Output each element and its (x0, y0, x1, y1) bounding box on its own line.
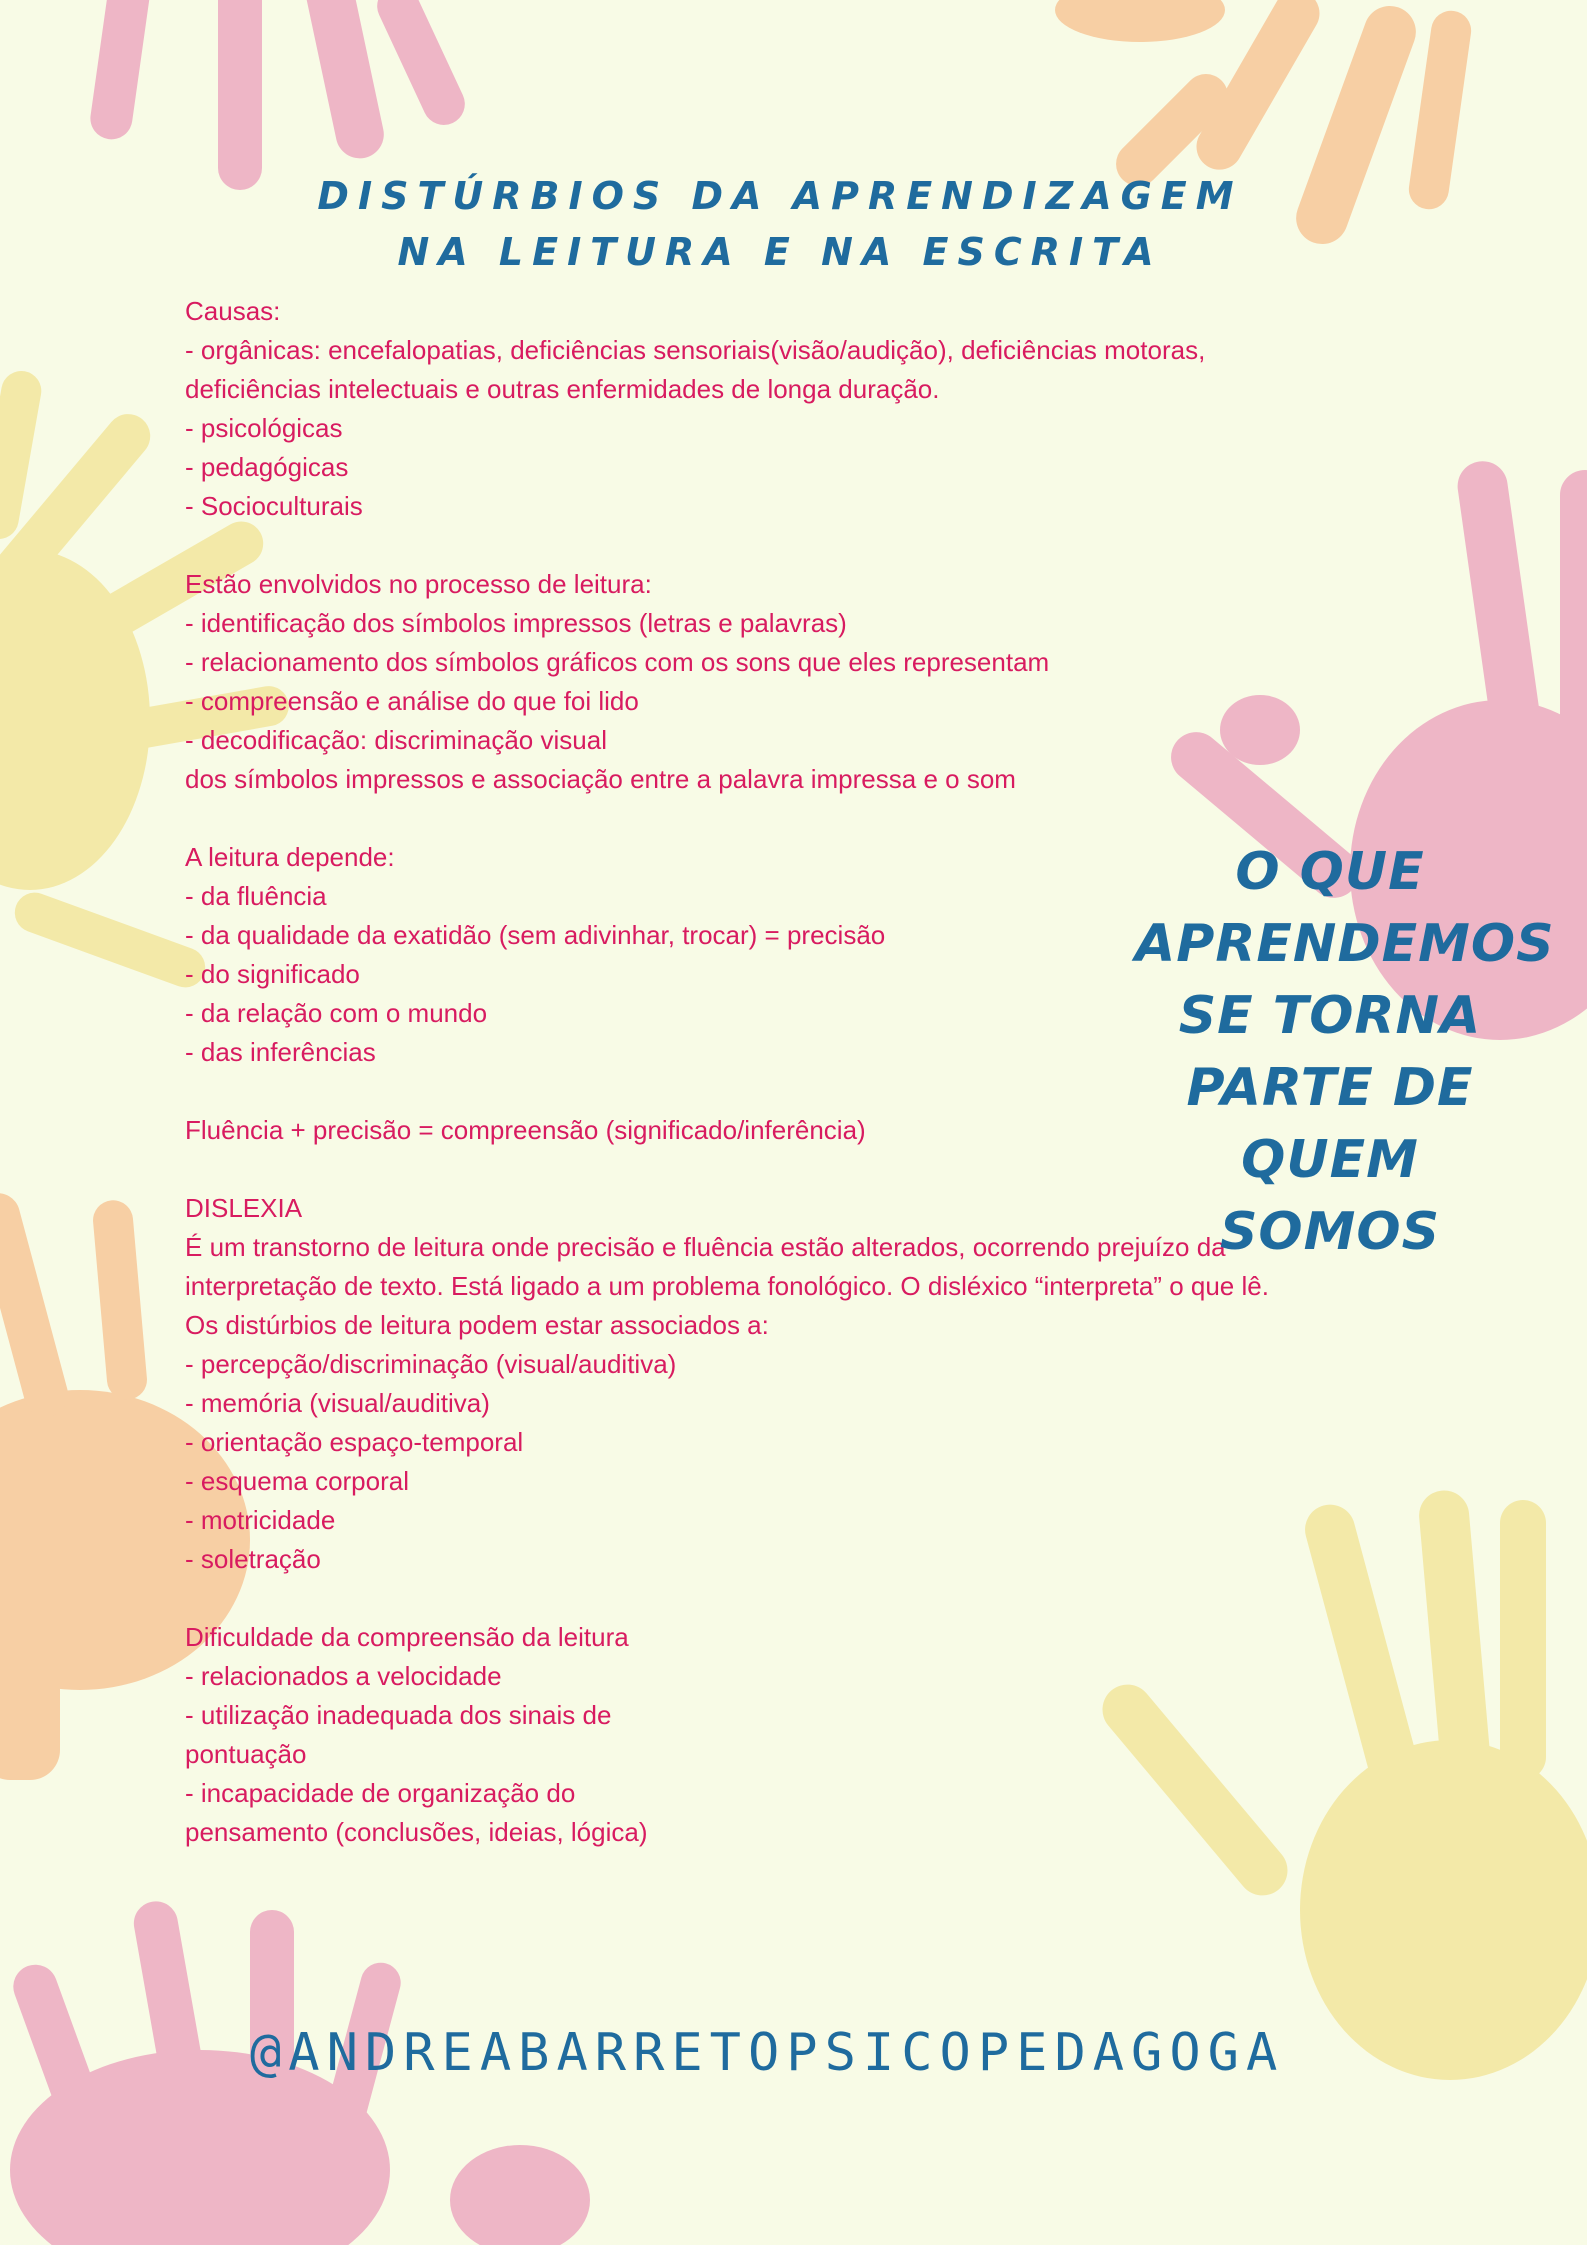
text-line: pontuação (185, 1739, 307, 1769)
quote-line: PARTE DE (1186, 1058, 1474, 1118)
text-line: - utilização inadequada dos sinais de (185, 1700, 612, 1730)
text-line: - identificação dos símbolos impressos (letras e palavras) (185, 608, 847, 638)
quote-line: O QUE (1235, 842, 1425, 902)
text-line: - relacionados a velocidade (185, 1661, 502, 1691)
text-line: - da relação com o mundo (185, 998, 488, 1028)
title-line-2: NA LEITURA E NA ESCRITA (397, 230, 1163, 274)
text-line: Estão envolvidos no processo de leitura: (185, 569, 652, 599)
text-line: - memória (visual/auditiva) (185, 1388, 490, 1418)
text-line: dos símbolos impressos e associação entre a palavra impressa e o som (185, 764, 1016, 794)
text-line: DISLEXIA (185, 1193, 303, 1223)
quote-line: QUEM SOMOS (1219, 1130, 1441, 1262)
text-line: - compreensão e análise do que foi lido (185, 686, 639, 716)
text-line: A leitura depende: (185, 842, 395, 872)
section-processo-leitura (185, 565, 1385, 799)
quote-line: SE TORNA (1178, 986, 1482, 1046)
text-line: - incapacidade de organização do (185, 1778, 576, 1808)
page-title (260, 168, 1300, 280)
section-causas (185, 292, 1385, 526)
text-line: - pedagógicas (185, 452, 349, 482)
text-line: Os distúrbios de leitura podem estar associados a: (185, 1310, 769, 1340)
text-line: - motricidade (185, 1505, 336, 1535)
quote-line: APRENDEMOS (1135, 914, 1555, 974)
text-line: - soletração (185, 1544, 321, 1574)
text-line: - decodificação: discriminação visual (185, 725, 607, 755)
text-line: Causas: (185, 296, 281, 326)
text-line: Fluência + precisão = compreensão (significado/inferência) (185, 1115, 866, 1145)
highlight-quote (1135, 836, 1555, 1268)
text-line: - relacionamento dos símbolos gráficos com os sons que eles representam (185, 647, 1050, 677)
text-line: - Socioculturais (185, 491, 363, 521)
text-line: - da qualidade da exatidão (sem adivinhar, trocar) = precisão (185, 920, 886, 950)
text-line: deficiências intelectuais e outras enfermidades de longa duração. (185, 374, 940, 404)
text-line: - orgânicas: encefalopatias, deficiências sensoriais(visão/audição), deficiências motoras, (185, 335, 1206, 365)
text-line: - esquema corporal (185, 1466, 409, 1496)
text-line: interpretação de texto. Está ligado a um problema fonológico. O disléxico “interpreta” o que lê. (185, 1271, 1269, 1301)
text-line: - do significado (185, 959, 360, 989)
pink-handprint-top-left (88, 0, 472, 190)
text-line: - percepção/discriminação (visual/auditiva) (185, 1349, 677, 1379)
text-line: Dificuldade da compreensão da leitura (185, 1622, 629, 1652)
text-line: - psicológicas (185, 413, 343, 443)
title-line-1: DISTÚRBIOS DA APRENDIZAGEM (317, 174, 1243, 218)
text-line: - orientação espaço-temporal (185, 1427, 524, 1457)
text-line: - da fluência (185, 881, 327, 911)
text-line: - das inferências (185, 1037, 376, 1067)
social-handle: @ANDREABARRETOPSICOPEDAGOGA (250, 2023, 1285, 2083)
text-line: É um transtorno de leitura onde precisão e fluência estão alterados, ocorrendo prejuízo da (185, 1232, 1226, 1262)
section-dificuldade (185, 1618, 1385, 1852)
text-line: pensamento (conclusões, ideias, lógica) (185, 1817, 648, 1847)
